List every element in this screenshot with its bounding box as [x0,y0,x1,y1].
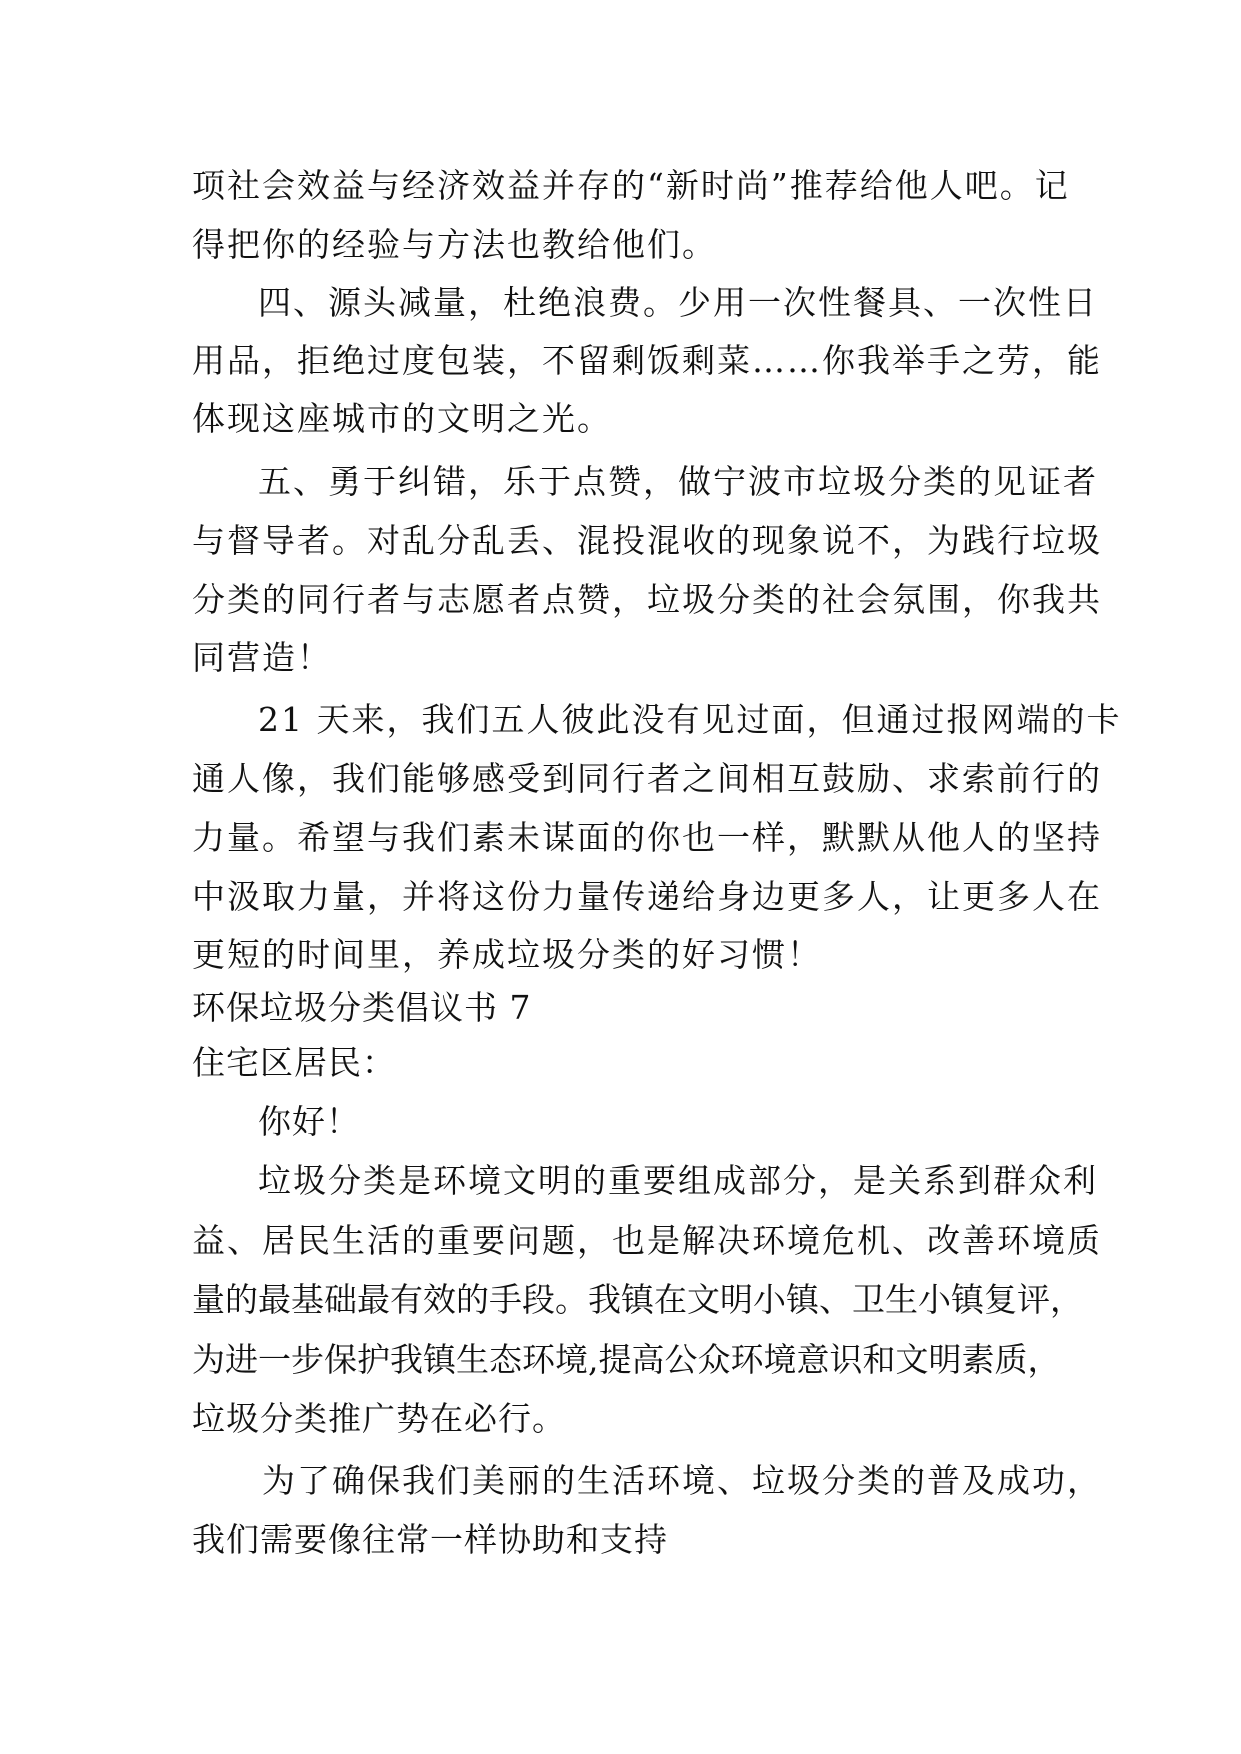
paragraph-line: 分类的同行者与志愿者点赞，垃圾分类的社会氛围，你我共 [192,580,1102,619]
paragraph-line: 力量。希望与我们素未谋面的你也一样，默默从他人的坚持 [192,818,1102,857]
paragraph-line: 同营造！ [192,638,332,677]
paragraph-line: 为进一步保护我镇生态环境,提高公众环境意识和文明素质， [192,1340,1061,1379]
paragraph-line: 通人像，我们能够感受到同行者之间相互鼓励、求索前行的 [192,759,1102,798]
paragraph-line: 四、源头减量，杜绝浪费。少用一次性餐具、一次性日 [258,283,1098,322]
paragraph-line: 用品，拒绝过度包装，不留剩饭剩菜……你我举手之劳，能 [192,341,1102,380]
paragraph-line: 为了确保我们美丽的生活环境、垃圾分类的普及成功， [262,1461,1102,1500]
paragraph-line: 垃圾分类推广势在必行。 [192,1399,566,1438]
paragraph-line: 项社会效益与经济效益并存的“新时尚”推荐给他人吧。记 [192,166,1070,205]
paragraph-line: 体现这座城市的文明之光。 [192,399,612,438]
paragraph-line: 更短的时间里，养成垃圾分类的好习惯！ [192,935,822,974]
section-heading: 环保垃圾分类倡议书 7 [192,988,532,1027]
salutation: 住宅区居民： [192,1043,396,1082]
paragraph-line: 得把你的经验与方法也教给他们。 [192,225,717,264]
paragraph-line: 垃圾分类是环境文明的重要组成部分，是关系到群众利 [258,1161,1098,1200]
paragraph-line: 与督导者。对乱分乱丢、混投混收的现象说不，为践行垃圾 [192,521,1102,560]
paragraph-line: 我们需要像往常一样协助和支持 [192,1520,668,1559]
paragraph-line: 21 天来，我们五人彼此没有见过面，但通过报网端的卡 [258,700,1122,739]
paragraph-line: 量的最基础最有效的手段。我镇在文明小镇、卫生小镇复评， [192,1280,1083,1319]
paragraph-line: 中汲取力量，并将这份力量传递给身边更多人，让更多人在 [192,877,1102,916]
paragraph-line: 五、勇于纠错，乐于点赞，做宁波市垃圾分类的见证者 [258,462,1098,501]
greeting: 你好！ [258,1102,360,1141]
paragraph-line: 益、居民生活的重要问题，也是解决环境危机、改善环境质 [192,1221,1102,1260]
